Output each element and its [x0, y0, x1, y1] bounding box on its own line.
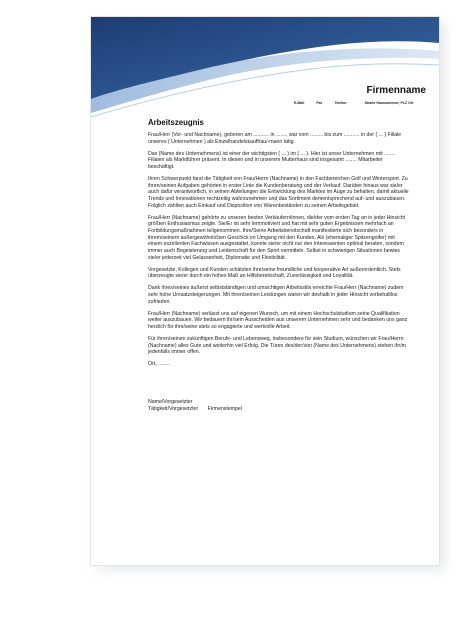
phone-label: Telefon — [334, 101, 347, 105]
company-stamp-label: Firmenstempel — [207, 405, 242, 412]
document-title: Arbeitszeugnis — [148, 118, 204, 127]
signature-block — [148, 399, 348, 412]
letterhead-swoosh — [91, 17, 439, 137]
paragraph: Frau/Herr (Nachname) gehörte zu unseren besten Verkäufern/innen, die/der vom ersten Tag an in jeder Hinsicht größten Enthusiasmus zeigte. Sie/Er ist sehr lernmotiviert und hat mit sehr guten Ergebnissen mehrfach an Fortbildungsmaßnahmen teilgenommen. Ihre/Seine Arbeitsbereitschaft manifestierte sich besonders in ihrem/seinem außergewöhnlichen Geschick im Umgang mit den Kunden. Als (ehemaliger Spitzengolfer) mit einem exzellenten Fachwissen ausgestattet, konnte sie/er nicht nur den Interessenten optimal beraten, sondern immer auch Begeisterung und Leidenschaft für den Sport vermitteln. Selbst in schwierigen Situationen bewies sie/er jederzeit viel Gelassenheit, Diplomatie und Flexibilität. — [148, 214, 406, 261]
document-body — [148, 132, 410, 373]
paragraph: Dank ihres/seines äußerst selbstständigen und umsichtigen Arbeitsstils erreichte Frau/Herr (Nachname) zudem sehr hohe Umsatzsteigerungen. Mit ihren/seinen Leistungen waren wir deshalb in jeder Hinsicht vorbehaltlos zufrieden. — [148, 285, 404, 305]
document-page — [90, 16, 440, 566]
signature-line — [148, 406, 348, 413]
paragraph: Frau/Herr (Nachname) verlässt uns auf eigenen Wunsch, um mit einem Hochschulstudium seine Qualifikation weiter auszubauen. Wir bedauern ihr/sein Ausscheiden aus unserem Unternehmen sehr und bedanken uns ganz herzlich für ihre/seine stets so engagierte und wertvolle Arbeit. — [148, 310, 408, 330]
company-name: Firmenname — [366, 85, 426, 96]
email-label: E-Mail — [294, 101, 305, 105]
fax-label: Fax — [316, 101, 323, 105]
paragraph: Ihren Schwerpunkt fand die Tätigkeit von Frau/Herrn (Nachname) in den Fachbereichen Golf und Wintersport. Zu ihren/seinen Aufgaben gehörten in erster Linie die Kundenberatung und der Verkauf. Darüber hinaus war sie/er auch dafür verantwortlich, in seinen Abteilungen die Entwicklung des Marktes im Auge zu behalten, damit aktuelle Trends und Innovationen rechtzeitig wahrzunehmen und das Sortiment dementsprechend auf- und auszubauen. Folglich zählten auch Einkauf und Disposition von Warenbeständen zu seinen Arbeitsgebiet. — [148, 175, 409, 209]
paragraph: Das (Name des Unternehmens) ist einer der wichtigsten ( ... ) im ( ... ). Hier ist unser Unternehmen mit ........ Filialen als Marktführer präsent. In diesen und in unserem Mutterhaus sind insgesamt ........ Mitarbeiter beschäftigt. — [148, 150, 396, 170]
signature-role: Tätigkeit/Vorgesetzter — [148, 405, 199, 412]
paragraph: Vorgesetzte, Kollegen und Kunden schätzten ihre/seine freundliche und kooperative Art außerordentlich. Stets überzeugte sie/er durch ein hohes Maß an Hilfsbereitschaft, Zuverlässigkeit und Loyalität. — [148, 266, 401, 280]
place-date: Ort, ........ — [148, 361, 170, 368]
paragraph: Frau/Herr (Vor- und Nachname), geboren am ........... in ......., war vom ......... bis zum ........... in der ( ... ) Filiale unseres ( Unternehmen ) als Einzelhandelskauffrau/-mann tätig. — [148, 132, 402, 145]
signature-title: Name/Vorgesetzter — [148, 399, 193, 405]
address-label: Straße Hausnummer, PLZ Ort — [364, 101, 414, 105]
paragraph: Für ihren/seinen zukünftigen Berufs- und Lebensweg, insbesondere für sein Studium, wünschen wir Frau/Herrn (Nachname) alles Gute und weiterhin viel Erfolg. Die Türen des/der/von (Name des Unternehmens) stehen ihr/m jedenfalls immer offen. — [148, 335, 406, 356]
contact-line — [294, 101, 413, 105]
